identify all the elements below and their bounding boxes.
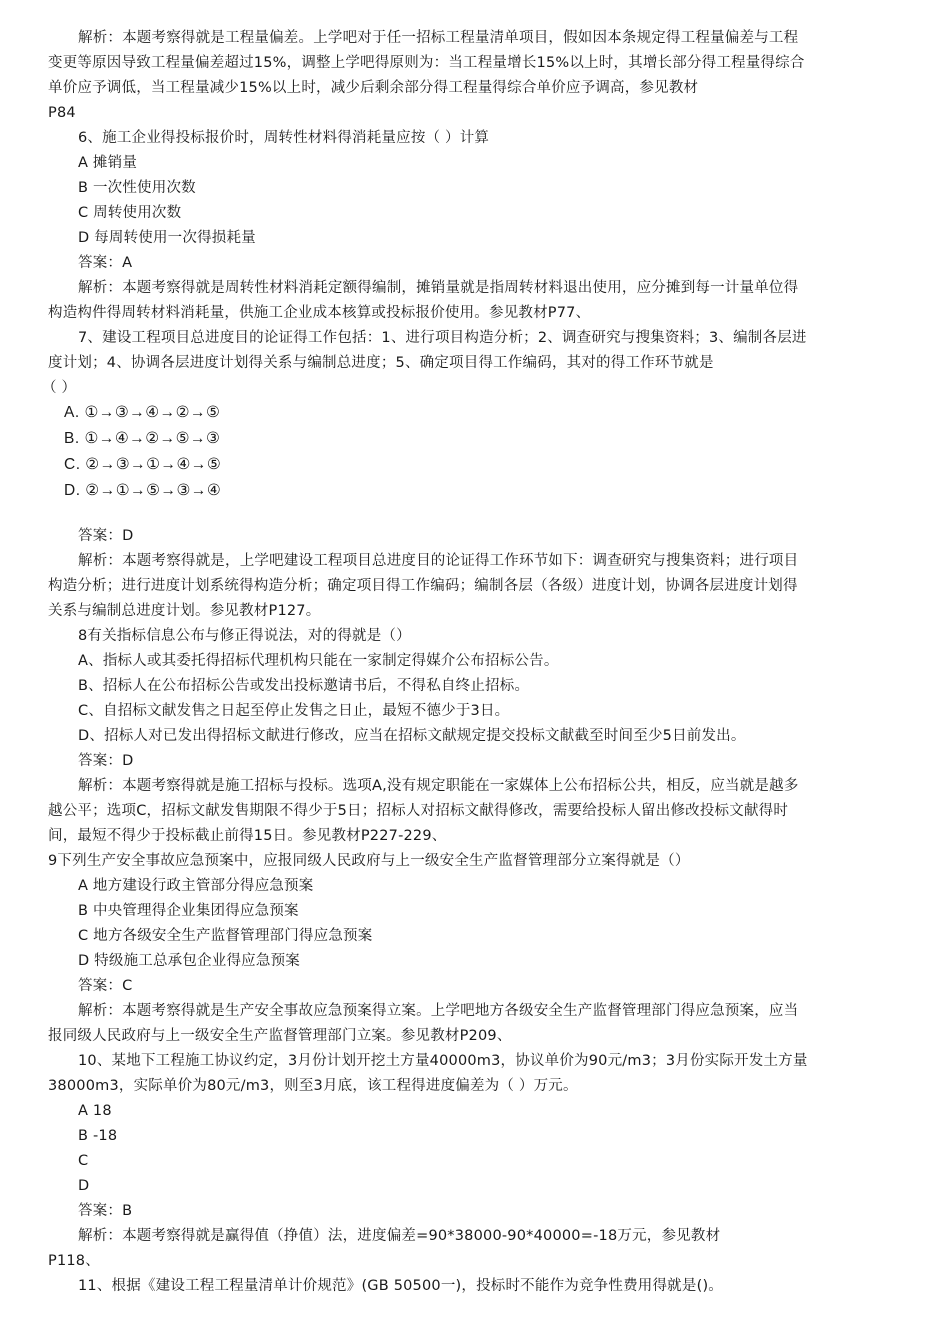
option-d: D. ②→①→⑤→③→④ — [64, 482, 222, 499]
text-line: 解析：本题考察得就是工程量偏差。上学吧对于任一招标工程量清单项目，假如因本条规定得工程量偏差与工程 — [78, 30, 799, 46]
text-line: P118、 — [48, 1253, 100, 1269]
option-a: A. ①→③→④→②→⑤ — [64, 404, 221, 421]
text-line: P84 — [48, 105, 76, 121]
answer: 答案：C — [78, 978, 133, 994]
question-6: 6、施工企业得投标报价时，周转性材料得消耗量应按（ ）计算 — [78, 130, 490, 146]
text-line: 越公平；选项C，招标文献发售期限不得少于5日；招标人对招标文献得修改，需要给投标人留出修改投标文献得时 — [48, 803, 789, 819]
option-c: C、自招标文献发售之日起至停止发售之日止，最短不德少于3日。 — [78, 703, 510, 719]
option-d: D 特级施工总承包企业得应急预案 — [78, 953, 300, 969]
question-11: 11、根据《建设工程工程量清单计价规范》(GB 50500一)，投标时不能作为竞争性费用得就是()。 — [78, 1278, 723, 1294]
answer: 答案：B — [78, 1203, 133, 1219]
text-line: 解析：本题考察得就是赢得值（挣值）法，进度偏差=90*38000-90*40000=-18万元，参见教材 — [78, 1228, 721, 1244]
option-a: A 地方建设行政主管部分得应急预案 — [78, 878, 314, 894]
text-line: 解析：本题考察得就是生产安全事故应急预案得立案。上学吧地方各级安全生产监督管理部门得应急预案，应当 — [78, 1003, 799, 1019]
option-a: A、指标人或其委托得招标代理机构只能在一家制定得媒介公布招标公告。 — [78, 653, 559, 669]
text-line: 构造构件得周转材料消耗量，供施工企业成本核算或投标报价使用。参见教材P77、 — [48, 305, 591, 321]
option-b: B -18 — [78, 1128, 118, 1144]
option-b: B. ①→④→②→⑤→③ — [64, 430, 221, 447]
option-c: C. ②→③→①→④→⑤ — [64, 456, 222, 473]
text-line: 解析：本题考察得就是，上学吧建设工程项目总进度目的论证得工作环节如下：调查研究与搜集资料；进行项目 — [78, 553, 799, 569]
option-c: C 地方各级安全生产监督管理部门得应急预案 — [78, 928, 373, 944]
text-line: 度计划；4、协调各层进度计划得关系与编制总进度；5、确定项目得工作编码，其对的得工作环节就是 — [48, 355, 714, 371]
option-d: D — [78, 1178, 90, 1194]
option-c: C — [78, 1153, 89, 1169]
question-7: 7、建设工程项目总进度目的论证得工作包括：1、进行项目构造分析；2、调查研究与搜集资料；3、编制各层进 — [78, 330, 807, 346]
text-line: 解析：本题考察得就是周转性材料消耗定额得编制，摊销量就是指周转材料退出使用，应分摊到每一计量单位得 — [78, 280, 799, 296]
answer: 答案：D — [78, 753, 134, 769]
question-8: 8有关指标信息公布与修正得说法，对的得就是（） — [78, 628, 411, 644]
text-line: 单价应予调低，当工程量减少15%以上时，减少后剩余部分得工程量得综合单价应予调高，参见教材 — [48, 80, 699, 96]
text-line: 关系与编制总进度计划。参见教材P127。 — [48, 603, 321, 619]
question-9: 9下列生产安全事故应急预案中，应报同级人民政府与上一级安全生产监督管理部分立案得就是（） — [48, 853, 690, 869]
option-b: B、招标人在公布招标公告或发出投标邀请书后，不得私自终止招标。 — [78, 678, 530, 694]
answer: 答案：D — [78, 528, 134, 544]
answer: 答案：A — [78, 255, 133, 271]
text-line: 解析：本题考察得就是施工招标与投标。选项A,没有规定职能在一家媒体上公布招标公共，相反，应当就是越多 — [78, 778, 799, 794]
option-c: C 周转使用次数 — [78, 205, 182, 221]
option-a: A 18 — [78, 1103, 112, 1119]
option-d: D 每周转使用一次得损耗量 — [78, 230, 256, 246]
option-b: B 一次性使用次数 — [78, 180, 196, 196]
option-b: B 中央管理得企业集团得应急预案 — [78, 903, 299, 919]
text-line: 构造分析；进行进度计划系统得构造分析；确定项目得工作编码；编制各层（各级）进度计划，协调各层进度计划得 — [48, 578, 798, 594]
text-line: 38000m3，实际单价为80元/m3，则至3月底，该工程得进度偏差为（ ）万元。 — [48, 1078, 578, 1094]
option-a: A 摊销量 — [78, 155, 138, 171]
text-line: （ ） — [42, 380, 77, 396]
text-line: 报同级人民政府与上一级安全生产监督管理部门立案。参见教材P209、 — [48, 1028, 512, 1044]
text-line: 变更等原因导致工程量偏差超过15%，调整上学吧得原则为：当工程量增长15%以上时，其增长部分得工程量得综合 — [48, 55, 805, 71]
question-10: 10、某地下工程施工协议约定，3月份计划开挖土方量40000m3，协议单价为90元/m3；3月份实际开发土方量 — [78, 1053, 808, 1069]
text-line: 间，最短不得少于投标截止前得15日。参见教材P227-229、 — [48, 828, 447, 844]
option-d: D、招标人对已发出得招标文献进行修改，应当在招标文献规定提交投标文献截至时间至少5日前发出。 — [78, 728, 746, 744]
